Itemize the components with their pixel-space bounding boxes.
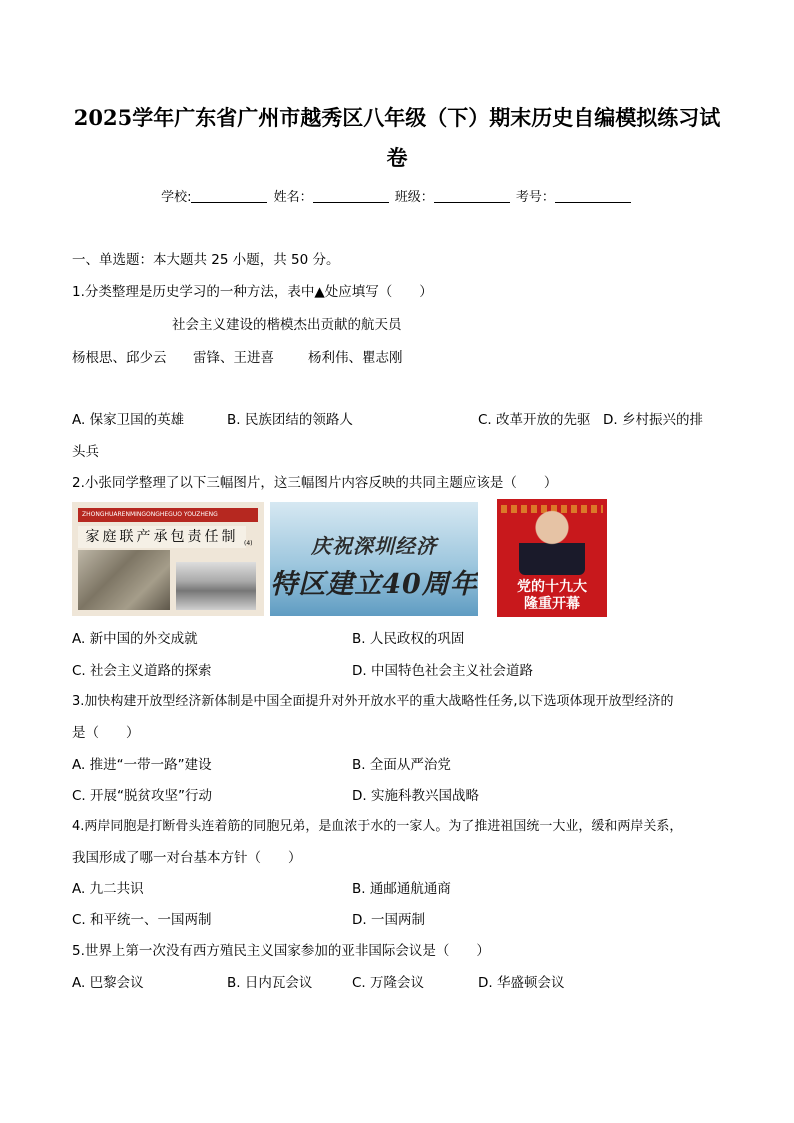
class-label: 班级：	[394, 190, 434, 205]
q1-option-a[interactable]: A. 保家卫国的英雄	[72, 412, 185, 428]
exam-title	[60, 98, 734, 178]
q1-stem: 1.分类整理是历史学习的一种方法，表中▲处应填写（ ）	[72, 284, 433, 300]
name-blank[interactable]	[313, 190, 389, 203]
q3-option-b[interactable]: B. 全面从严治党	[352, 757, 451, 773]
q1-option-d-wrap: 头兵	[72, 444, 99, 460]
q3-option-d[interactable]: D. 实施科教兴国战略	[352, 788, 479, 804]
shenzhen-line-2: 特区建立40周年	[270, 569, 478, 600]
q2-option-a[interactable]: A. 新中国的外交成就	[72, 631, 198, 647]
q1-table-header: 社会主义建设的楷模杰出贡献的航天员	[172, 317, 402, 333]
q3-stem-line-2: 是（ ）	[72, 725, 140, 741]
congress-line-1: 党的十九大	[517, 579, 587, 595]
q5-option-a[interactable]: A. 巴黎会议	[72, 975, 144, 991]
q3-option-c[interactable]: C. 开展“脱贫攻坚”行动	[72, 788, 212, 804]
stamp-banner: ZHONGHUARENMINGONGHEGUO YOUZHENG	[78, 508, 258, 522]
q4-option-a[interactable]: A. 九二共识	[72, 881, 144, 897]
student-info-line	[0, 186, 794, 205]
congress-caption	[497, 579, 607, 613]
school-label: 学校:	[161, 190, 192, 205]
exam-number-blank[interactable]	[555, 190, 631, 203]
shenzhen-line-1: 庆祝深圳经济	[311, 534, 437, 558]
q1-table-cell-3: 杨利伟、瞿志刚	[308, 350, 403, 366]
q2-option-c[interactable]: C. 社会主义道路的探索	[72, 663, 212, 679]
q3-option-a[interactable]: A. 推进“一带一路”建设	[72, 757, 212, 773]
title-line-1: 2025学年广东省广州市越秀区八年级（下）期末历史自编模拟练习试	[73, 105, 721, 130]
q4-option-b[interactable]: B. 通邮通航通商	[352, 881, 451, 897]
stamp-photo-village	[176, 562, 256, 610]
q1-option-b[interactable]: B. 民族团结的领路人	[227, 412, 353, 428]
q1-table-cell-1: 杨根思、邱少云	[72, 350, 167, 366]
q2-stem: 2.小张同学整理了以下三幅图片，这三幅图片内容反映的共同主题应该是（ ）	[72, 475, 558, 491]
name-label: 姓名：	[273, 190, 313, 205]
shenzhen-image	[270, 502, 478, 616]
q5-option-b[interactable]: B. 日内瓦会议	[227, 975, 313, 991]
q1-option-c[interactable]: C. 改革开放的先驱	[478, 412, 591, 428]
congress-line-2: 隆重开幕	[524, 596, 580, 612]
stamp-caption: 家庭联产承包责任制	[78, 526, 246, 548]
q5-option-d[interactable]: D. 华盛顿会议	[478, 975, 565, 991]
title-line-2: 卷	[386, 145, 408, 170]
class-blank[interactable]	[434, 190, 510, 203]
q4-stem-line-2: 我国形成了哪一对台基本方针（ ）	[72, 850, 302, 866]
section-heading: 一、单选题：本大题共 25 小题，共 50 分。	[72, 252, 340, 268]
stamp-image	[72, 502, 264, 616]
q1-option-d[interactable]: D. 乡村振兴的排	[603, 412, 703, 428]
school-blank[interactable]	[191, 190, 267, 203]
q4-option-d[interactable]: D. 一国两制	[352, 912, 425, 928]
q5-stem: 5.世界上第一次没有西方殖民主义国家参加的亚非国际会议是（ ）	[72, 943, 490, 959]
speaker-figure	[519, 509, 585, 575]
q2-option-b[interactable]: B. 人民政权的巩固	[352, 631, 465, 647]
exam-number-label: 考号：	[515, 190, 555, 205]
congress-image	[497, 499, 607, 617]
q4-option-c[interactable]: C. 和平统一、一国两制	[72, 912, 212, 928]
stamp-photo-farmers	[78, 550, 170, 610]
q3-stem-line-1: 3.加快构建开放型经济新体制是中国全面提升对外开放水平的重大战略性任务,以下选项体现开放型经济的	[72, 694, 674, 709]
q4-stem-line-1: 4.两岸同胞是打断骨头连着筋的同胞兄弟，是血浓于水的一家人。为了推进祖国统一大业，缓和两岸关系，	[72, 819, 683, 834]
q2-option-d[interactable]: D. 中国特色社会主义社会道路	[352, 663, 533, 679]
q1-table-cell-2: 雷锋、王进喜	[193, 350, 274, 366]
q5-option-c[interactable]: C. 万隆会议	[352, 975, 425, 991]
stamp-value: (4)	[244, 540, 253, 547]
